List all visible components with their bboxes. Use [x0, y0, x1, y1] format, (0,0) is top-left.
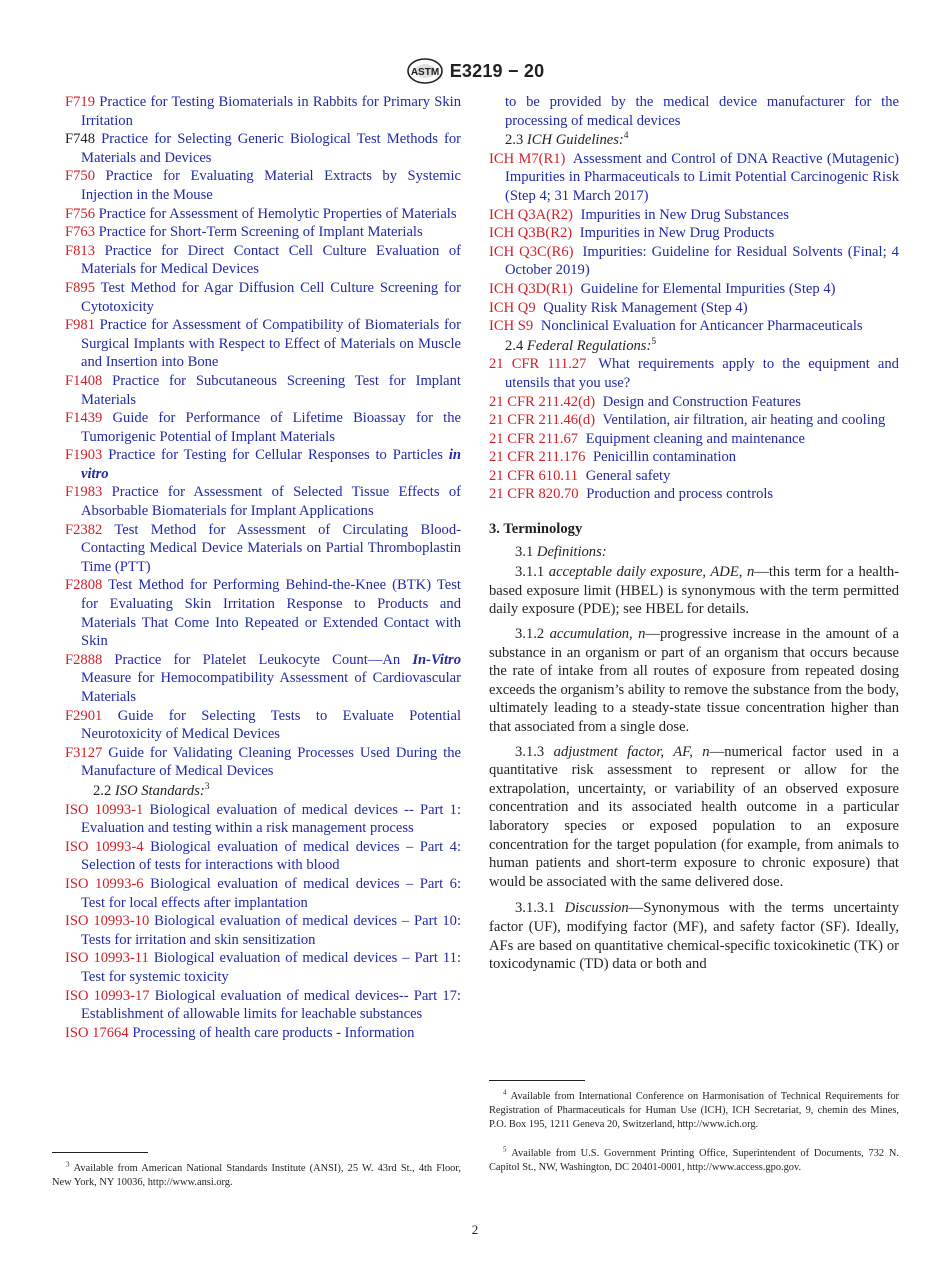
reference-title[interactable]: Impurities in New Drug Products: [579, 225, 775, 242]
reference-item[interactable]: [65, 949, 461, 986]
reference-item[interactable]: [489, 150, 899, 206]
ich-reference-list: [489, 150, 899, 336]
reference-code[interactable]: F2901: [65, 707, 103, 724]
reference-title[interactable]: Practice for Evaluating Material Extracts by Systemic Injection in the Mouse: [81, 168, 461, 203]
reference-item[interactable]: [65, 316, 461, 372]
reference-code[interactable]: 21 CFR 211.42(d): [489, 393, 596, 410]
reference-code[interactable]: ICH Q9: [489, 299, 536, 316]
footnote-5: $^5$ Available from U.S. Government Printing Office, Superintendent of Documents, 732 N. Capitol St., NW, Washington, DC 20401-0001, http://www.access.gpo.gov.: [489, 1145, 899, 1174]
footnote-4: $^4$ Available from International Conference on Harmonisation of Technical Requirements for Registration of Pharmaceuticals for Human Use (ICH), ICH Secretariat, 9, chemin des Mines, P.O. Box 195, 1211 Geneva 20, Switzerland, http://www.ich.org.: [489, 1088, 899, 1131]
reference-title[interactable]: What requirements apply to the equipment and utensils that you use?: [505, 356, 899, 391]
reference-code[interactable]: ISO 10993-11: [65, 950, 149, 967]
reference-item[interactable]: [65, 167, 461, 204]
reference-title[interactable]: Practice for Short-Term Screening of Implant Materials: [98, 224, 423, 241]
reference-code[interactable]: F813: [65, 242, 96, 259]
reference-item[interactable]: [489, 467, 899, 486]
reference-title[interactable]: Production and process controls: [586, 486, 774, 503]
federal-regulations-heading: 2.4 Federal Regulations:$^5$: [505, 336, 657, 354]
iso-standards-heading: 2.2 ISO Standards:$^3$: [93, 782, 210, 799]
reference-code[interactable]: F1439: [65, 410, 103, 427]
reference-item[interactable]: [489, 411, 899, 430]
reference-title[interactable]: Biological evaluation of medical devices – Part 10: Tests for irritation and skin sensitization: [81, 913, 461, 948]
reference-item[interactable]: [65, 912, 461, 949]
reference-item[interactable]: [489, 430, 899, 449]
reference-title-emphasis[interactable]: In-Vitro: [412, 651, 461, 668]
right-column: [489, 93, 899, 980]
reference-title[interactable]: Impurities: Guideline for Residual Solvents (Final; 4 October 2019): [505, 243, 899, 279]
definition-ade: 3.1.1 acceptable daily exposure, ADE, n—this term for a health-based exposure limit (HBEL) is synonymous with the term permitted daily exposure (PDE); see HBEL for details.: [489, 564, 899, 618]
reference-code[interactable]: F2382: [65, 521, 103, 538]
reference-code[interactable]: F756: [65, 205, 96, 222]
reference-title[interactable]: Biological evaluation of medical devices – Part 6: Test for local effects after implantation: [81, 875, 461, 911]
reference-title[interactable]: Assessment and Control of DNA Reactive (Mutagenic) Impurities in Pharmaceuticals to Limit Potential Carcinogenic Risk (Step 4; 31 March 2017): [505, 150, 899, 204]
reference-item[interactable]: [489, 393, 899, 412]
reference-item[interactable]: [65, 372, 461, 409]
reference-item[interactable]: [65, 875, 461, 912]
reference-code[interactable]: ISO 10993-17: [65, 987, 150, 1004]
reference-code[interactable]: F1983: [65, 484, 103, 501]
reference-item[interactable]: [489, 206, 899, 225]
reference-title[interactable]: Biological evaluation of medical devices – Part 4: Selection of tests for interactions with blood: [81, 838, 461, 874]
reference-title[interactable]: Impurities in New Drug Substances: [580, 206, 789, 223]
reference-title[interactable]: Guide for Performance of Lifetime Bioassay for the Tumorigenic Potential of Implant Materials: [81, 410, 461, 445]
reference-item[interactable]: [489, 485, 899, 504]
reference-item[interactable]: [65, 279, 461, 316]
reference-item[interactable]: [65, 707, 461, 744]
reference-code[interactable]: F2888: [65, 651, 103, 668]
reference-title[interactable]: Practice for Assessment of Hemolytic Properties of Materials: [98, 205, 457, 222]
reference-title[interactable]: Penicillin contamination: [593, 449, 737, 466]
reference-title[interactable]: Practice for Platelet Leukocyte Count—An: [114, 651, 401, 668]
reference-item[interactable]: [65, 838, 461, 875]
reference-title[interactable]: Biological evaluation of medical devices-- Part 17: Establishment of allowable limits for leachable substances: [81, 987, 461, 1023]
reference-code[interactable]: ICH Q3D(R1): [489, 280, 573, 297]
reference-code[interactable]: ISO 10993-6: [65, 875, 144, 892]
reference-code[interactable]: F3127: [65, 744, 103, 761]
reference-title[interactable]: Test Method for Assessment of Circulating Blood-Contacting Medical Device Materials on Partial Thromboplastin Time (PTT): [81, 521, 462, 575]
reference-title-emphasis[interactable]: in vitro: [81, 447, 462, 482]
reference-title-continued[interactable]: Measure for Hemocompatibility Assessment of Cardiovascular Materials: [81, 670, 461, 705]
document-designation: E3219 − 20: [449, 60, 545, 81]
reference-code[interactable]: ISO 10993-1: [65, 801, 144, 818]
reference-code[interactable]: ISO 10993-10: [65, 913, 150, 930]
reference-code[interactable]: 21 CFR 610.11: [489, 467, 579, 484]
footnote-3: $^3$ Available from American National Standards Institute (ANSI), 25 W. 43rd St., 4th Floor, New York, NY 10036, http://www.ansi.org.: [52, 1160, 461, 1189]
reference-code[interactable]: 21 CFR 211.67: [489, 430, 579, 447]
reference-item[interactable]: [489, 224, 899, 243]
reference-title[interactable]: Ventilation, air filtration, air heating and cooling: [602, 412, 886, 429]
reference-code[interactable]: F763: [65, 224, 96, 241]
reference-code[interactable]: F750: [65, 168, 96, 185]
reference-item[interactable]: [489, 280, 899, 299]
reference-title[interactable]: Guide for Validating Cleaning Processes Used During the Manufacture of Medical Devices: [81, 744, 461, 780]
reference-title[interactable]: Practice for Selecting Generic Biological Test Methods for Materials and Devices: [81, 131, 461, 166]
reference-item[interactable]: [65, 1024, 461, 1043]
footnote-rule-right: [489, 1080, 585, 1081]
reference-code[interactable]: 21 CFR 820.70: [489, 486, 579, 503]
reference-title[interactable]: Biological evaluation of medical devices – Part 11: Test for systemic toxicity: [81, 950, 462, 985]
reference-code[interactable]: F748: [65, 131, 96, 148]
section-title-terminology: 3. Terminology: [489, 521, 583, 538]
reference-item[interactable]: [65, 242, 461, 279]
definitions-heading: 3.1 Definitions:: [515, 543, 607, 560]
reference-item[interactable]: [65, 409, 461, 446]
reference-code[interactable]: ICH M7(R1): [489, 150, 566, 167]
reference-item[interactable]: [65, 651, 461, 707]
reference-item[interactable]: [65, 205, 461, 224]
reference-item[interactable]: [65, 223, 461, 242]
reference-code[interactable]: F2808: [65, 577, 103, 594]
reference-item[interactable]: [65, 576, 461, 650]
reference-code[interactable]: 21 CFR 211.46(d): [489, 412, 596, 429]
reference-code[interactable]: F1903: [65, 447, 103, 464]
reference-title[interactable]: Processing of health care products - Information: [132, 1024, 415, 1041]
astm-logo-icon: [406, 57, 444, 85]
reference-title[interactable]: Practice for Assessment of Selected Tissue Effects of Absorbable Biomaterials for Implant Applications: [81, 484, 461, 520]
page-number: 2: [471, 1222, 479, 1237]
footnote-rule-left: [52, 1152, 148, 1153]
reference-code[interactable]: ICH S9: [489, 318, 534, 335]
reference-item[interactable]: [65, 130, 461, 167]
iso-reference-list: [65, 801, 461, 1043]
reference-title[interactable]: Guideline for Elemental Impurities (Step 4): [580, 280, 836, 297]
reference-continuation[interactable]: to be provided by the medical device manufacturer for the processing of medical devices: [505, 94, 899, 129]
cfr-reference-list: [489, 355, 899, 504]
reference-item[interactable]: [65, 483, 461, 520]
reference-item[interactable]: [65, 521, 461, 577]
reference-item[interactable]: [489, 317, 899, 336]
reference-code[interactable]: F719: [65, 94, 96, 110]
reference-item[interactable]: [65, 446, 461, 483]
reference-code[interactable]: 21 CFR 211.176: [489, 449, 586, 466]
reference-title[interactable]: Nonclinical Evaluation for Anticancer Pharmaceuticals: [540, 318, 863, 335]
ich-guidelines-heading: 2.3 ICH Guidelines:$^4$: [505, 131, 629, 149]
astm-reference-list: [65, 93, 461, 781]
reference-item[interactable]: [65, 987, 461, 1024]
reference-code[interactable]: ICH Q3B(R2): [489, 225, 573, 242]
reference-item[interactable]: [65, 744, 461, 781]
reference-title[interactable]: General safety: [585, 467, 671, 484]
reference-code[interactable]: F981: [65, 317, 96, 334]
svg-text:ASTM: ASTM: [410, 67, 439, 78]
discussion-adjustment-factor: 3.1.3.1 Discussion—Synonymous with the terms uncertainty factor (UF), modifying factor (MF), and safety factor (SF). Ideally, AFs are based on quantitative chemical-specific toxicokinetic (TK) or toxicodynamic (TD) data or both and: [489, 900, 899, 973]
left-column: [65, 93, 461, 1042]
reference-item[interactable]: [65, 801, 461, 838]
reference-code[interactable]: ISO 10993-4: [65, 838, 144, 855]
reference-title[interactable]: Quality Risk Management (Step 4): [543, 299, 748, 316]
page-header: [0, 56, 950, 86]
reference-code[interactable]: 21 CFR 111.27: [489, 356, 587, 373]
reference-title[interactable]: Equipment cleaning and maintenance: [585, 430, 805, 447]
definition-accumulation: 3.1.2 accumulation, n—progressive increase in the amount of a substance in an organism or part of an organism that occurs because the rate of intake from all routes of exposure from repeated dosing exceeds the organism’s ability to remove the substance from the body, ultimately leading to a steady-state tissue concentration higher than that associated from a single dose.: [489, 626, 899, 735]
definition-adjustment-factor: 3.1.3 adjustment factor, AF, n—numerical factor used in a quantitative risk assessment to represent or allow for the extrapolation, uncertainty, or variability of an observed exposure concentration and its associated health outcome in a particular laboratory species or exposed population to an exposure concentration for the target population (for example, from animals to human patients and short-term exposure to chronic exposure) that would be associated with the same delivered dose.: [489, 743, 899, 890]
reference-item[interactable]: [489, 243, 899, 280]
reference-title[interactable]: Test Method for Performing Behind-the-Knee (BTK) Test for Evaluating Skin Irritation Response to Products and Materials That Come Into Repeated or Extended Contact with Skin: [81, 577, 461, 650]
reference-title[interactable]: Design and Construction Features: [602, 393, 801, 410]
reference-code[interactable]: ICH Q3C(R6): [489, 243, 574, 260]
reference-title[interactable]: Practice for Subcutaneous Screening Test for Implant Materials: [81, 372, 461, 408]
reference-code[interactable]: F1408: [65, 372, 103, 389]
reference-item[interactable]: [489, 355, 899, 392]
reference-item[interactable]: [489, 299, 899, 318]
reference-title[interactable]: Practice for Testing for Cellular Responses to Particles: [108, 447, 443, 464]
reference-title[interactable]: Biological evaluation of medical devices -- Part 1: Evaluation and testing within a risk management process: [81, 801, 462, 837]
reference-title[interactable]: Practice for Direct Contact Cell Culture Evaluation of Materials for Medical Devices: [81, 242, 461, 278]
reference-code[interactable]: ISO 17664: [65, 1024, 129, 1041]
reference-title[interactable]: Test Method for Agar Diffusion Cell Culture Screening for Cytotoxicity: [81, 279, 462, 315]
reference-code[interactable]: F895: [65, 279, 96, 296]
reference-title[interactable]: Practice for Assessment of Compatibility of Biomaterials for Surgical Implants with Respect to Effect of Materials on Muscle and Insertion into Bone: [81, 317, 461, 371]
reference-title[interactable]: Guide for Selecting Tests to Evaluate Potential Neurotoxicity of Medical Devices: [81, 707, 461, 743]
reference-code[interactable]: ICH Q3A(R2): [489, 206, 573, 223]
reference-item[interactable]: [65, 93, 461, 130]
reference-item[interactable]: [489, 448, 899, 467]
reference-title[interactable]: Practice for Testing Biomaterials in Rabbits for Primary Skin Irritation: [81, 94, 461, 129]
